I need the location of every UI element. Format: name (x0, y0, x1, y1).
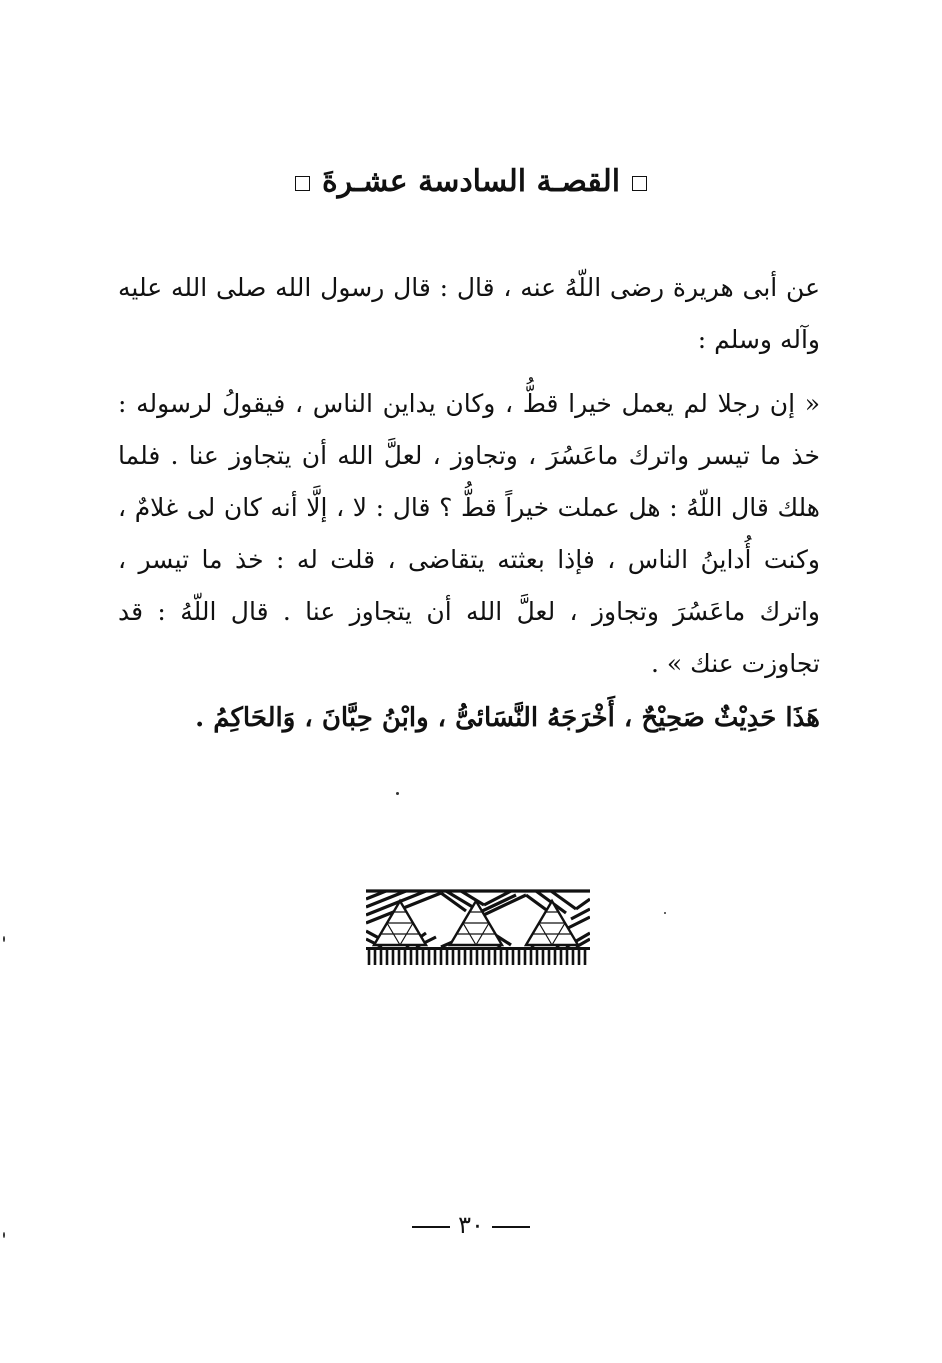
intro-paragraph: عن أبى هريرة رضى اللّهُ عنه ، قال : قال رسول الله صلى الله عليه وآله وسلم : (118, 273, 820, 354)
square-bullet-icon (295, 176, 310, 191)
hadith-paragraph: « إن رجلا لم يعمل خيرا قطُّ ، وكان يداين الناس ، فيقولُ لرسوله : خذ ما تيسر واترك ماعَسُرَ ، وتجاوز ، لعلَّ الله أن يتجاوز عنا . فلما هلك قال اللّهُ : هل عملت خيراً قطُّ ؟ قال : لا ، إلَّا أنه كان لى غلامٌ ، وكنت أُداينُ الناس ، فإذا بعثته يتقاضى ، قلت له : خذ ما تيسر ، واترك ماعَسُرَ وتجاوز ، لعلَّ الله أن يتجاوز عنا . قال اللّهُ : قد تجاوزت عنك » . (118, 389, 820, 678)
story-title-text: القصـة السادسة عشـرةَ (321, 164, 621, 199)
page-number-text: ٣٠ (458, 1211, 484, 1239)
scan-speck (3, 1232, 5, 1238)
dash-divider (492, 1226, 530, 1228)
scan-speck (664, 912, 666, 914)
dash-divider (412, 1226, 450, 1228)
scan-speck (396, 792, 399, 795)
square-bullet-icon (632, 176, 647, 191)
scan-speck (3, 936, 5, 942)
page-number (0, 1205, 942, 1245)
grading-paragraph: هَذَا حَدِيْثٌ صَحِيْحٌ ، أَخْرَجَهُ النَّسَائىُّ ، وابْنُ حِبَّانَ ، وَالحَاكِمُ . (195, 703, 820, 733)
triangular-ornament-icon (366, 887, 590, 965)
story-title (0, 160, 942, 204)
